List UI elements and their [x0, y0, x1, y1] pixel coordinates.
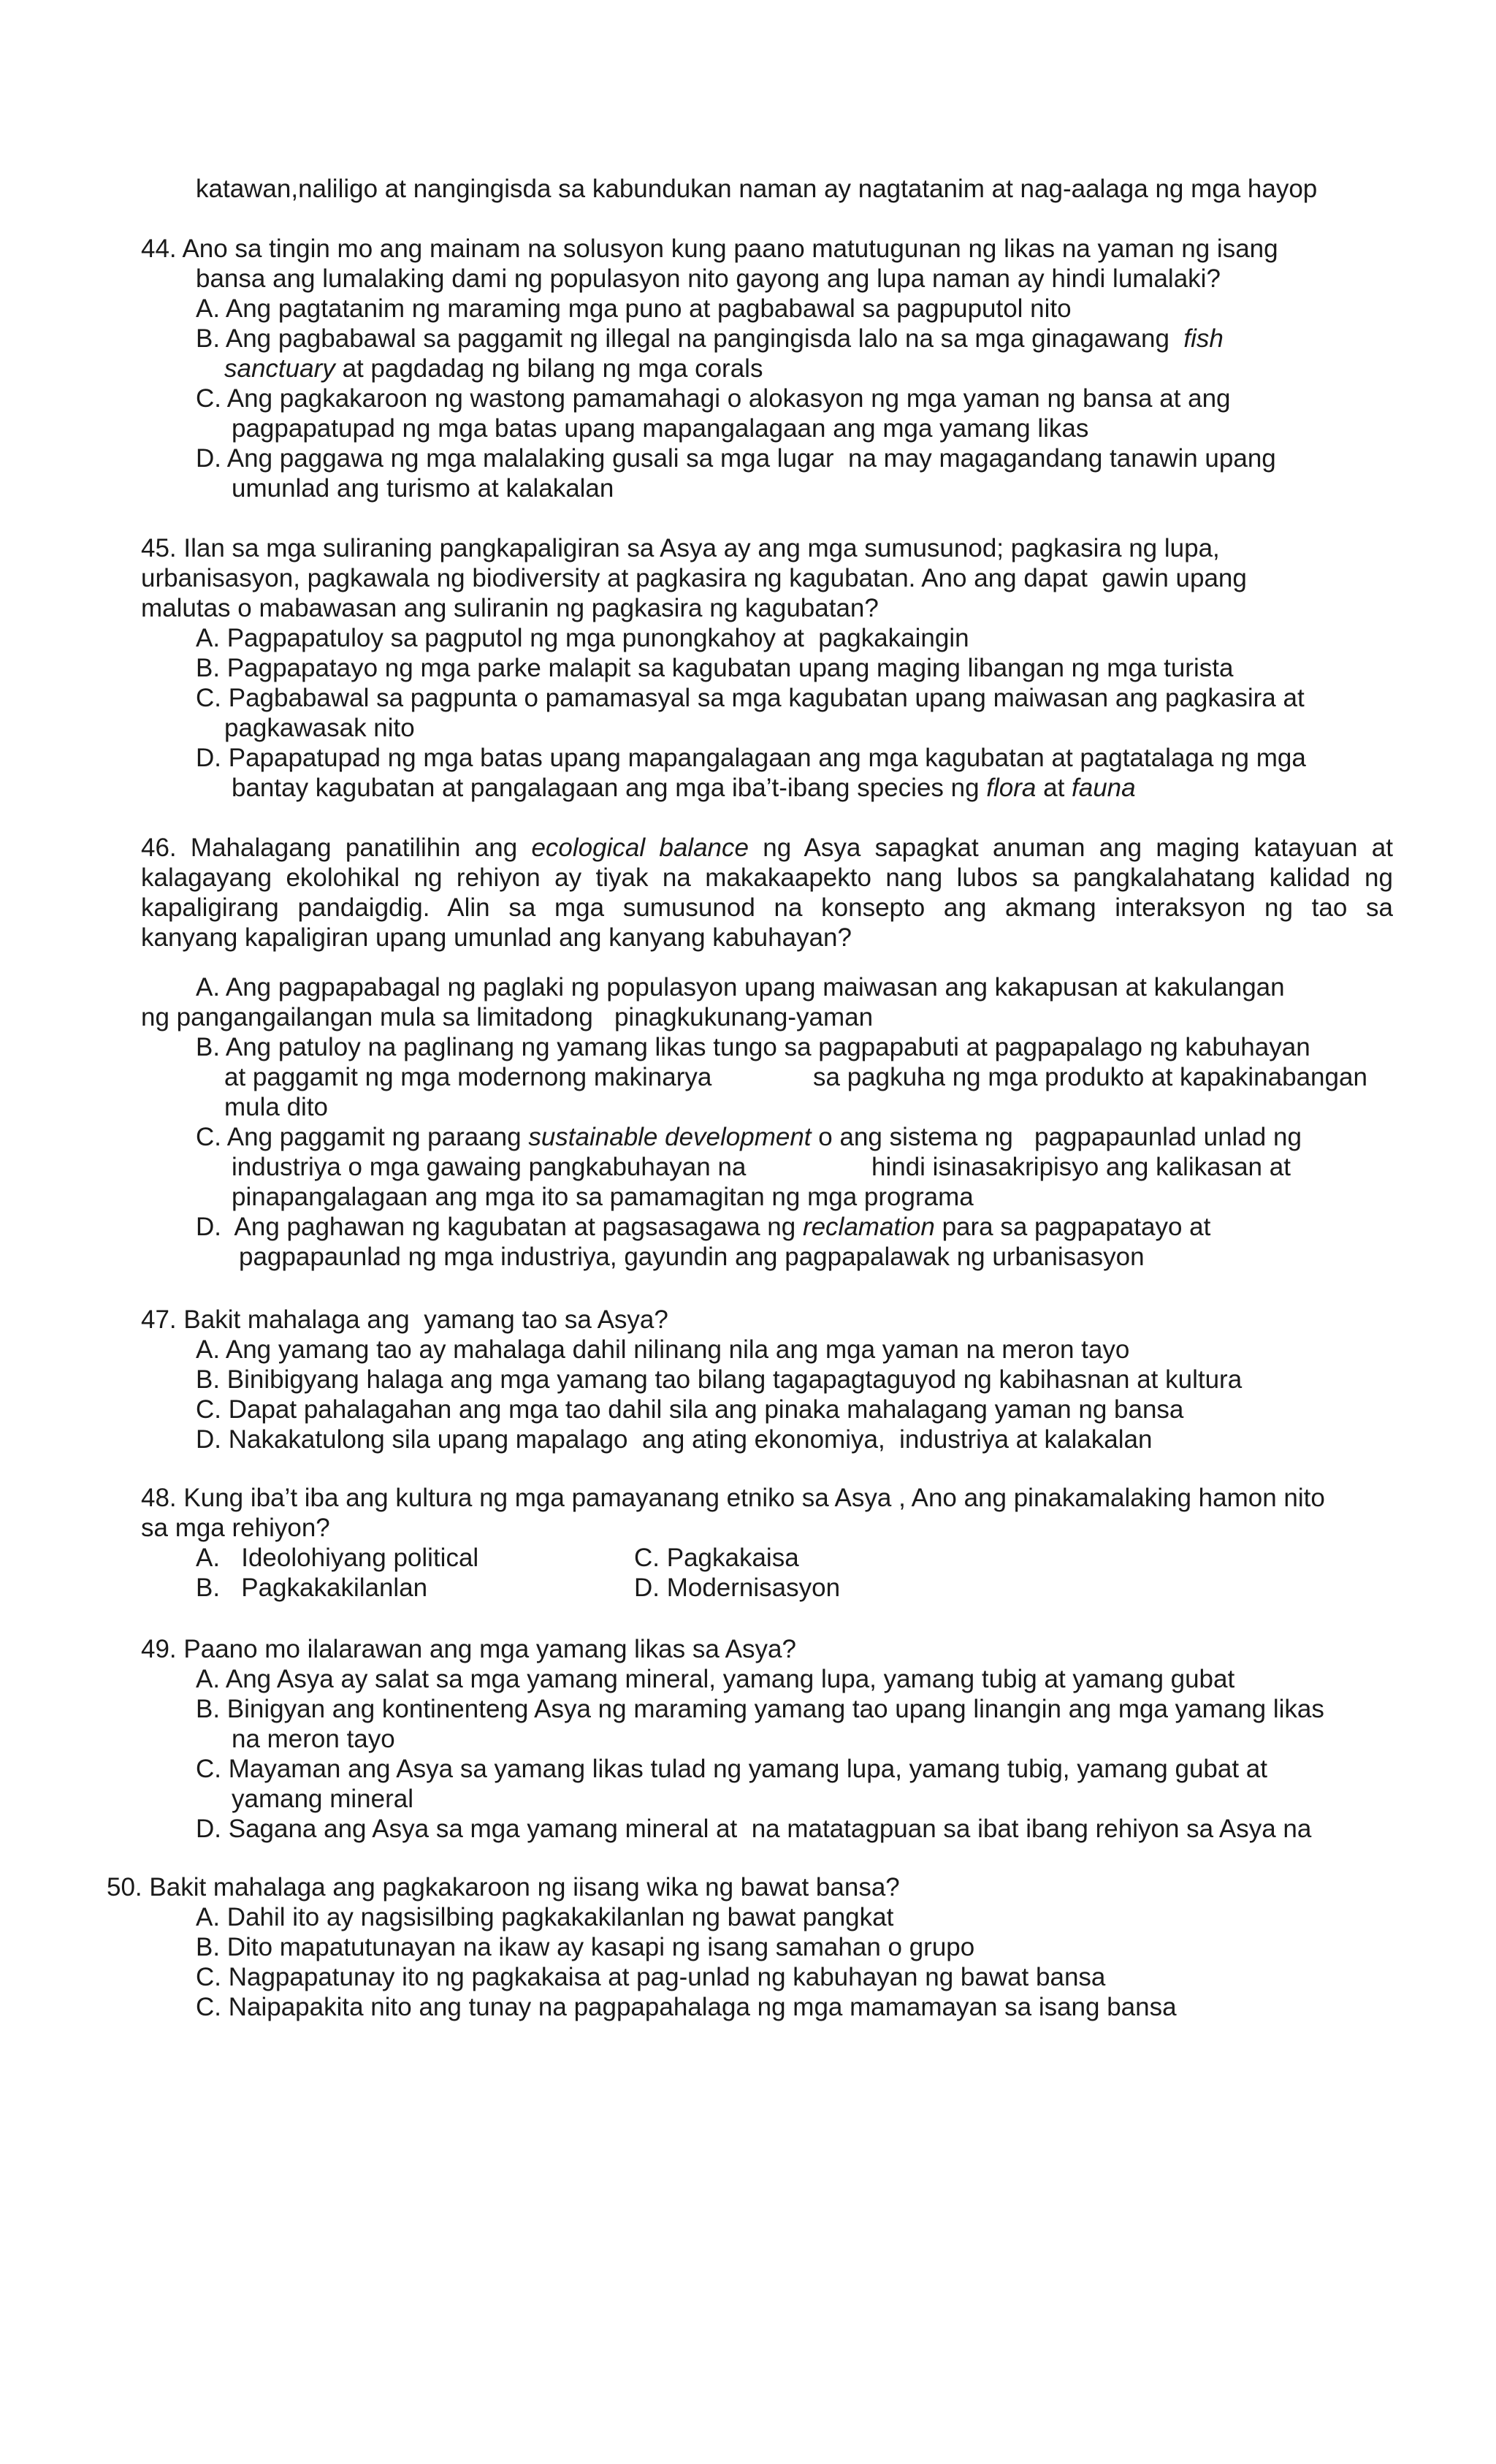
q44-option-d-cont: umunlad ang turismo at kalakalan [232, 474, 614, 503]
q46-option-b-cont: sa pagkuha ng mga produkto at kapakinabangan [813, 1063, 1367, 1091]
q44-stem-cont: bansa ang lumalaking dami ng populasyon nito gayong ang lupa naman ay hindi lumalaki? [196, 264, 1221, 293]
q46-option-c-cont: industriya o mga gawaing pangkabuhayan na [232, 1153, 747, 1181]
q49-option-d: D. Sagana ang Asya sa mga yamang mineral at na matatagpuan sa ibat ibang rehiyon sa Asya na [196, 1815, 1312, 1843]
q45-stem-cont: urbanisasyon, pagkawala ng biodiversity at pagkasira ng kagubatan. Ano ang dapat gawin upang [141, 564, 1247, 592]
q45-option-a: A. Pagpapatuloy sa pagputol ng mga punongkahoy at pagkakaingin [196, 624, 969, 652]
q46-option-a-cont: ng pangangailangan mula sa limitadong pinagkukunang-yaman [141, 1003, 874, 1031]
q46-option-a: A. Ang pagpapabagal ng paglaki ng populasyon upang maiwasan ang kakapusan at kakulangan [196, 973, 1285, 1002]
q48-stem: 48. Kung iba’t iba ang kultura ng mga pamayanang etniko sa Asya , Ano ang pinakamalaking hamon nito [141, 1484, 1325, 1512]
q46-option-b: B. Ang patuloy na paglinang ng yamang likas tungo sa pagpapabuti at pagpapalago ng kabuhayan [196, 1033, 1310, 1061]
q48-option-a: A. Ideolohiyang political [196, 1544, 479, 1572]
q46-stem: 46. Mahalagang panatilihin ang ecological balance ng Asya sapagkat anuman ang maging katayuan at [141, 834, 1393, 862]
q45-option-d: D. Papapatupad ng mga batas upang mapangalagaan ang mga kagubatan at pagtatalaga ng mga [196, 744, 1306, 772]
q47-option-c: C. Dapat pahalagahan ang mga tao dahil sila ang pinaka mahalagang yaman ng bansa [196, 1395, 1184, 1424]
q48-stem-cont: sa mga rehiyon? [141, 1514, 330, 1542]
q49-option-c-cont: yamang mineral [232, 1785, 413, 1813]
q45-option-c: C. Pagbabawal sa pagpunta o pamamasyal sa mga kagubatan upang maiwasan ang pagkasira at [196, 684, 1305, 712]
carryover-line: katawan,naliligo at nangingisda sa kabundukan naman ay nagtatanim at nag-aalaga ng mga hayop [196, 175, 1318, 203]
q47-stem: 47. Bakit mahalaga ang yamang tao sa Asya? [141, 1305, 668, 1334]
q49-option-b-cont: na meron tayo [232, 1725, 395, 1753]
q46-option-c: C. Ang paggamit ng paraang sustainable development o ang sistema ng pagpapaunlad unlad ng [196, 1123, 1302, 1151]
q50-option-b: B. Dito mapatutunayan na ikaw ay kasapi ng isang samahan o grupo [196, 1933, 975, 1961]
q44-option-c-cont: pagpapatupad ng mga batas upang mapangalagaan ang mga yamang likas [232, 414, 1089, 443]
q45-option-c-cont: pagkawasak nito [224, 714, 415, 742]
q48-option-b: B. Pagkakakilanlan [196, 1574, 428, 1602]
q44-option-b-cont: sanctuary at pagdadag ng bilang ng mga corals [224, 354, 763, 383]
q46-option-b-cont: at paggamit ng mga modernong makinarya [224, 1063, 712, 1091]
q49-option-a: A. Ang Asya ay salat sa mga yamang mineral, yamang lupa, yamang tubig at yamang gubat [196, 1665, 1235, 1693]
q45-option-d-cont: bantay kagubatan at pangalagaan ang mga iba’t-ibang species ng flora at fauna [232, 774, 1136, 802]
q45-stem-cont: malutas o mabawasan ang suliranin ng pagkasira ng kagubatan? [141, 594, 879, 622]
q50-stem: 50. Bakit mahalaga ang pagkakaroon ng iisang wika ng bawat bansa? [107, 1873, 900, 1902]
q50-option-c: C. Nagpapatunay ito ng pagkakaisa at pag-unlad ng kabuhayan ng bawat bansa [196, 1963, 1106, 1991]
q46-option-c-cont: hindi isinasakripisyo ang kalikasan at [871, 1153, 1291, 1181]
q44-option-a: A. Ang pagtatanim ng maraming mga puno at pagbabawal sa pagpuputol nito [196, 294, 1072, 323]
q49-option-c: C. Mayaman ang Asya sa yamang likas tulad ng yamang lupa, yamang tubig, yamang gubat at [196, 1755, 1267, 1783]
q46-option-d: D. Ang paghawan ng kagubatan at pagsasagawa ng reclamation para sa pagpapatayo at [196, 1213, 1211, 1241]
q44-option-b: B. Ang pagbabawal sa paggamit ng illegal na pangingisda lalo na sa mga ginagawang fish [196, 324, 1224, 353]
q48-option-c: C. Pagkakaisa [634, 1544, 799, 1572]
q46-option-b-cont: mula dito [224, 1093, 329, 1121]
q49-stem: 49. Paano mo ilalarawan ang mga yamang likas sa Asya? [141, 1635, 796, 1663]
q46-stem-cont: kanyang kapaligiran upang umunlad ang kanyang kabuhayan? [141, 923, 852, 952]
q50-option-a: A. Dahil ito ay nagsisilbing pagkakakilanlan ng bawat pangkat [196, 1903, 894, 1931]
q46-stem-cont: kapaligirang pandaigdig. Alin sa mga sumusunod na konsepto ang akmang interaksyon ng tao sa [141, 893, 1393, 922]
q46-option-c-cont: pinapangalagaan ang mga ito sa pamamagitan ng mga programa [232, 1183, 974, 1211]
q47-option-a: A. Ang yamang tao ay mahalaga dahil nilinang nila ang mga yaman na meron tayo [196, 1335, 1130, 1364]
q44-option-d: D. Ang paggawa ng mga malalaking gusali sa mga lugar na may magagandang tanawin upang [196, 444, 1276, 473]
q47-option-d: D. Nakakatulong sila upang mapalago ang ating ekonomiya, industriya at kalakalan [196, 1425, 1153, 1454]
q49-option-b: B. Binigyan ang kontinenteng Asya ng maraming yamang tao upang linangin ang mga yamang likas [196, 1695, 1324, 1723]
q45-stem: 45. Ilan sa mga suliraning pangkapaligiran sa Asya ay ang mga sumusunod; pagkasira ng lupa, [141, 534, 1220, 562]
q45-option-b: B. Pagpapatayo ng mga parke malapit sa kagubatan upang maging libangan ng mga turista [196, 654, 1234, 682]
q46-stem-cont: kalagayang ekolohikal ng rehiyon ay tiyak na makakaapekto nang lubos sa pangkalahatang kalidad ng [141, 863, 1393, 892]
q48-option-d: D. Modernisasyon [634, 1574, 841, 1602]
q50-option-c-second: C. Naipapakita nito ang tunay na pagpapahalaga ng mga mamamayan sa isang bansa [196, 1993, 1177, 2021]
q44-stem: 44. Ano sa tingin mo ang mainam na solusyon kung paano matutugunan ng likas na yaman ng isang [141, 234, 1278, 263]
q44-option-c: C. Ang pagkakaroon ng wastong pamamahagi o alokasyon ng mga yaman ng bansa at ang [196, 384, 1231, 413]
q47-option-b: B. Binibigyang halaga ang mga yamang tao bilang tagapagtaguyod ng kabihasnan at kultura [196, 1365, 1243, 1394]
q46-option-d-cont: pagpapaunlad ng mga industriya, gayundin ang pagpapalawak ng urbanisasyon [239, 1243, 1145, 1271]
